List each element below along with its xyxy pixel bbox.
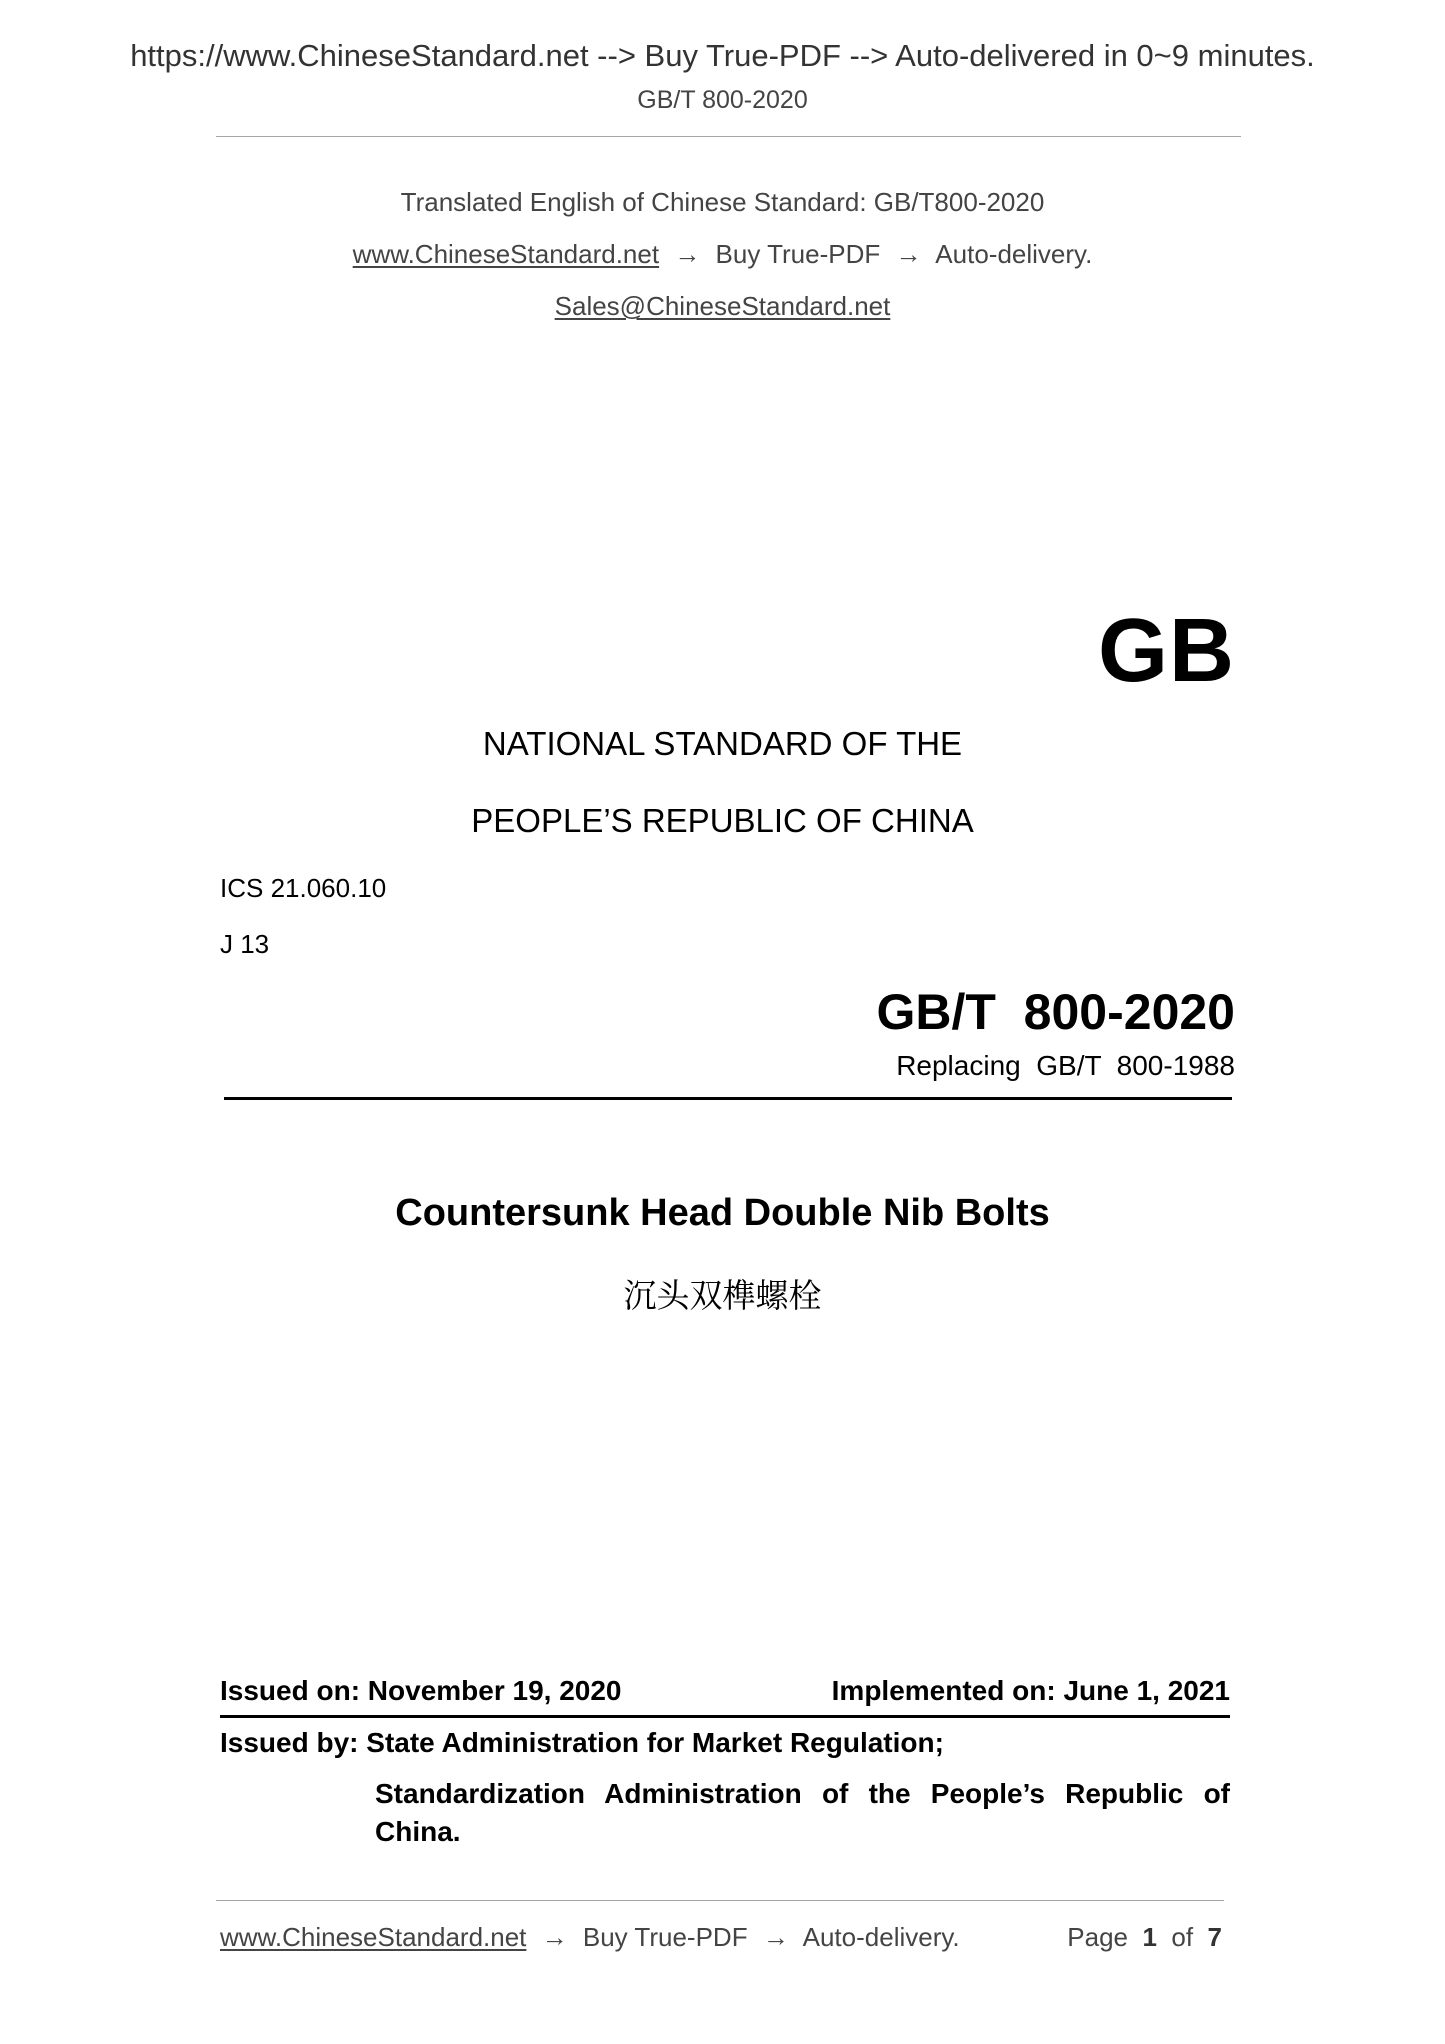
of-label: of — [1171, 1922, 1194, 1952]
national-standard-line1: NATIONAL STANDARD OF THE — [482, 725, 963, 762]
buy-true-pdf-text: Buy True-PDF — [715, 239, 881, 269]
header-divider — [216, 136, 1241, 137]
arrow-right-icon: → — [762, 1922, 789, 1952]
footer-site-link[interactable]: www.ChineseStandard.net — [220, 1922, 527, 1952]
national-standard-line2: PEOPLE’S REPUBLIC OF CHINA — [471, 802, 974, 839]
header-banner: https://www.ChineseStandard.net --> Buy True-PDF --> Auto-delivered in 0~9 minutes. — [130, 38, 1315, 73]
site-link[interactable]: www.ChineseStandard.net — [352, 239, 660, 269]
translated-notice: Translated English of Chinese Standard: GB/T800-2020 — [400, 187, 1045, 217]
standard-code: GB/T 800-2020 — [876, 984, 1235, 1040]
page-total: 7 — [1207, 1922, 1222, 1952]
issued-on-date: Issued on: November 19, 2020 — [220, 1675, 622, 1706]
title-chinese: 沉头双榫螺栓 — [623, 1276, 822, 1315]
arrow-right-icon: → — [674, 239, 701, 269]
email-line — [0, 291, 1445, 322]
title-english: Countersunk Head Double Nib Bolts — [395, 1192, 1050, 1234]
arrow-right-icon: → — [895, 239, 922, 269]
footer-divider — [216, 1900, 1224, 1901]
ccs-code: J 13 — [220, 929, 270, 959]
footer-buy-text: Buy True-PDF — [582, 1922, 748, 1952]
issued-by-line3: China. — [375, 1816, 461, 1847]
sales-email-link[interactable]: Sales@ChineseStandard.net — [554, 291, 891, 321]
ics-code: ICS 21.060.10 — [220, 873, 387, 903]
issue-divider — [220, 1715, 1230, 1718]
arrow-right-icon: → — [541, 1922, 568, 1952]
page-label: Page — [1067, 1922, 1129, 1952]
replacing-standard: Replacing GB/T 800-1988 — [896, 1050, 1235, 1081]
code-divider — [224, 1097, 1232, 1100]
auto-delivery-text: Auto-delivery. — [935, 239, 1093, 269]
footer-delivery-line — [220, 1922, 960, 1953]
issued-by-line2: Standardization Administration of the People’s Republic of — [375, 1778, 1230, 1809]
page-indicator — [1067, 1922, 1222, 1953]
header-standard-code: GB/T 800-2020 — [637, 86, 808, 114]
issued-by-line1: Issued by: State Administration for Market Regulation; — [220, 1727, 944, 1758]
delivery-line — [0, 239, 1445, 270]
implemented-on-date: Implemented on: June 1, 2021 — [831, 1675, 1230, 1706]
gb-mark: GB — [1098, 601, 1235, 701]
page-number: 1 — [1142, 1922, 1157, 1952]
footer-auto-delivery-text: Auto-delivery. — [802, 1922, 960, 1952]
